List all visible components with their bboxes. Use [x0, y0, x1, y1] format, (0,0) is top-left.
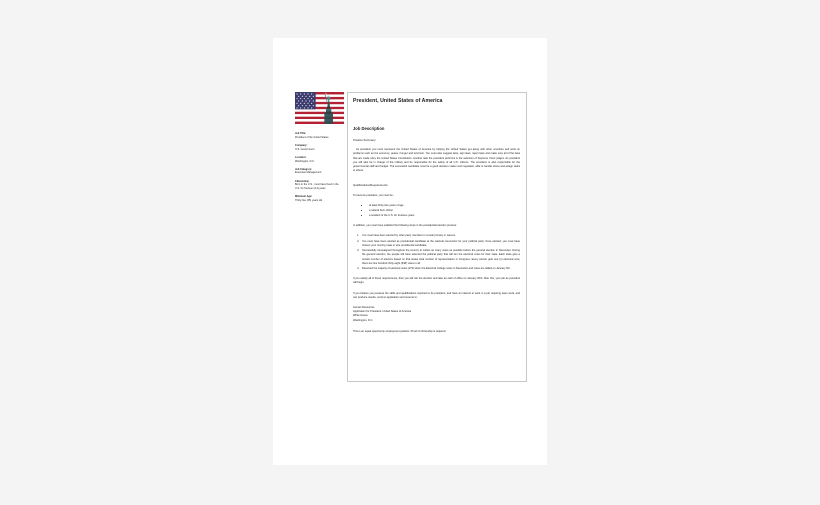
sidebar-field-label: Job Title: [295, 132, 307, 135]
sidebar-field-label: Job Category: [295, 167, 312, 171]
sidebar-field-value: Thirty-five (35) years old [295, 198, 323, 202]
sidebar-field-job-category [295, 168, 344, 176]
sidebar-field-value: Executive Management [295, 171, 322, 175]
job-description-panel [347, 92, 527, 382]
address-line: Human Resources [353, 306, 375, 310]
qualifications-bullet-list [353, 204, 520, 218]
job-posting-document [295, 92, 527, 382]
qualifications-label: Qualifications/Requirements: [353, 184, 389, 188]
election-process-intro: In addition, you must have satisfied the following steps in the presidential election process: [353, 224, 457, 228]
application-address-block [353, 306, 520, 323]
equal-opportunity-note: This is an equal opportunity employment position. Proof of citizenship is required. [353, 329, 447, 333]
list-item: 4. Received the majority of electoral votes (270) when the Electoral College votes in December and votes are tallied on January 6th. [360, 267, 520, 271]
sidebar-field-company [295, 144, 344, 152]
sidebar-field-value: Washington, D.C. [295, 159, 315, 163]
document-page [273, 38, 547, 465]
sidebar-field-value: U.S. Government [295, 147, 315, 151]
position-summary-text: As president you must represent the United States of America by helping the United States get along with other countries and work on problems such as the economy, peace, hunger and terrorism. You must also suggest laws, sign laws, reject laws and make sure all of the laws that are made obey the United States Constitution. Another task the president performs is the selection of Supreme Court judges. As president you will also be in charge of the military and be responsible for the safety of all U.S. citizens. The president is also responsible for the governmental staff and budget. The successful candidate must be a good decision maker and negotiator, able to handle stress and assign tasks to others. [353, 148, 520, 173]
sidebar-field-value: Born in the U.S., must have lived in the U.S. for fourteen (14) years [295, 183, 339, 191]
list-item: 2. You must have been elected as presidential candidate at the national convention for your political party. Once elected, you must have chosen your running mate or vice presidential candidate. [360, 240, 520, 248]
list-item: 3. Successfully campaigned throughout the country to collect as many votes as possible before the general election in November. During the general election, the people will have selected the political party that will win the electoral votes for their state. Each state gets a certain number of electors based on that states total number of representation in Congress. Every elector gets one (1) electoral vote; there are five hundred thirty-eight (538) votes in all. [360, 249, 520, 266]
sidebar-field-job-title [295, 132, 344, 140]
sidebar-field-label: Location: [295, 155, 307, 159]
sidebar-field-label: Company: [295, 143, 308, 147]
how-to-apply-text: If you believe you possess the skills and qualifications required to be president, and have an interest to work in a job requiring team work, and can produce results, send an application and resumé to: [353, 291, 520, 299]
position-summary-label: Position Summary: [353, 139, 377, 142]
document-sidebar [295, 92, 347, 207]
sidebar-field-label: Citizenship: [295, 179, 310, 183]
sidebar-field-citizenship [295, 180, 344, 191]
page-title: President, United States of America [353, 98, 443, 104]
list-item: • a resident of the U.S. for fourteen years [369, 214, 520, 218]
american-flag-statue-of-liberty-image [295, 92, 344, 124]
list-item: 1. You must have been elected by other party members in a local primary or caucus. [360, 234, 520, 238]
election-process-step-list [353, 234, 520, 271]
sidebar-field-value: President of the United States [295, 135, 329, 139]
address-line: White House [353, 314, 368, 318]
job-description-heading: Job Description [353, 126, 385, 131]
sidebar-field-location [295, 156, 344, 164]
address-line: Washington, D.C. [353, 318, 374, 322]
address-line: Application for President, United States of America [353, 310, 412, 314]
oath-of-office-text: If you satisfy all of these requirements, then you will win the election and take an oath of office on January 20th. After this, your job as president will begin. [353, 277, 520, 285]
list-item: • at least thirty-five years of age [369, 204, 520, 208]
list-item: • a natural born citizen [369, 209, 520, 213]
qualifications-intro: To become president, you must be... [353, 193, 395, 197]
sidebar-field-minimum-age [295, 195, 344, 203]
sidebar-field-label: Minimum Age: [295, 195, 313, 199]
